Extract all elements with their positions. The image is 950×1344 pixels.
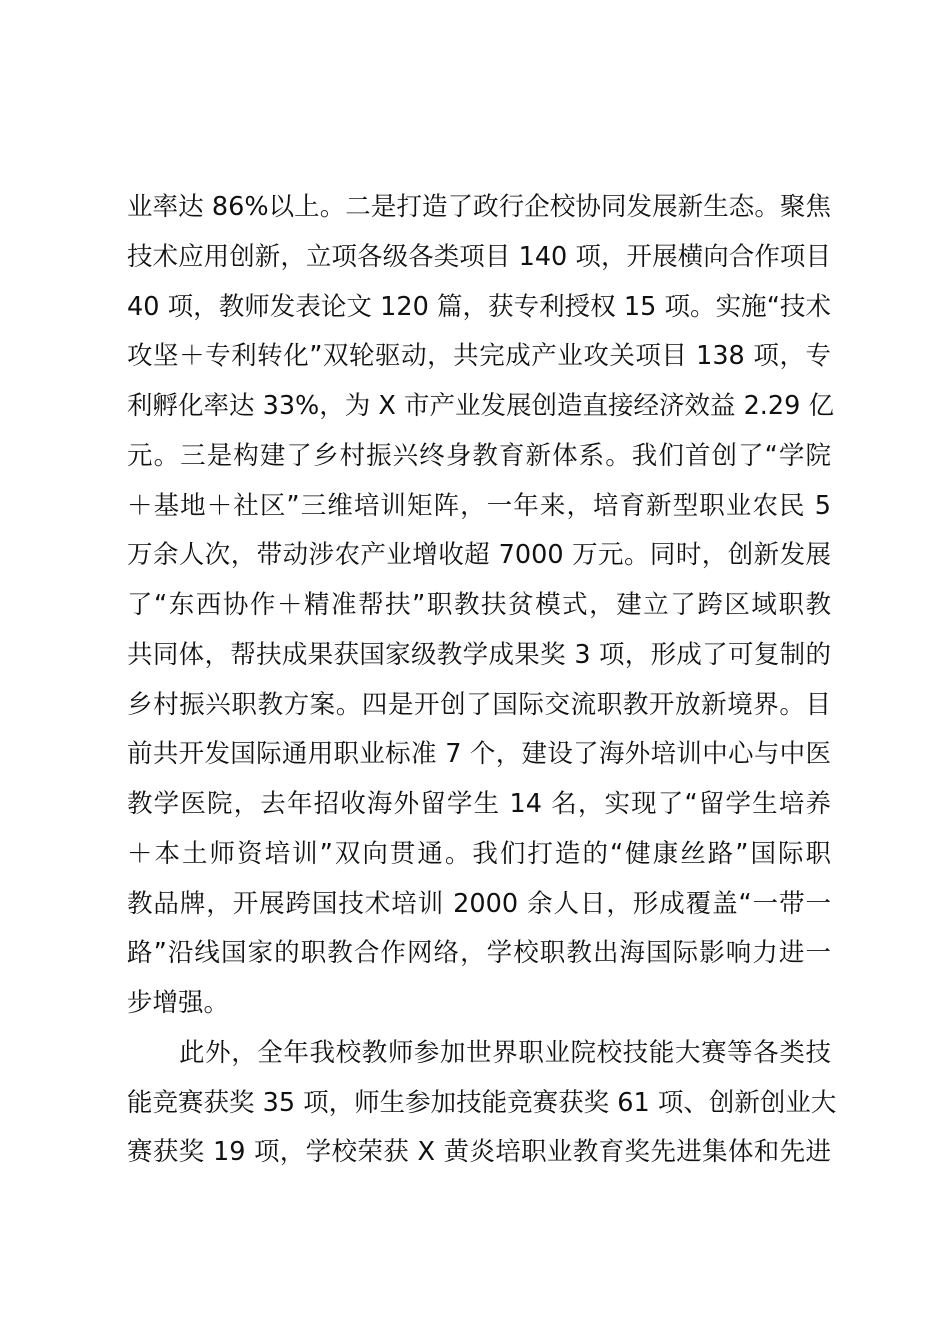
text-line: 路”沿线国家的职教合作网络，学校职教出海国际影响力进一	[127, 938, 831, 969]
text-line: 利孵化率达 33%，为 X 市产业发展创造直接经济效益 2.29 亿	[127, 391, 834, 421]
paragraph-1	[127, 183, 834, 1029]
text-line: 业率达 86%以上。二是打造了政行企校协同发展新生态。聚焦	[127, 192, 831, 222]
text-line: 技术应用创新，立项各级各类项目 140 项，开展横向合作项目	[127, 241, 831, 272]
text-line: 此外，全年我校教师参加世界职业院校技能大赛等各类技	[179, 1037, 831, 1068]
text-line: 万余人次，带动涉农产业增收超 7000 万元。同时，创新发展	[127, 540, 831, 571]
text-line: 步增强。	[127, 988, 230, 1018]
text-line: 教品牌，开展跨国技术培训 2000 余人日，形成覆盖“一带一	[127, 888, 831, 919]
text-line: 共同体，帮扶成果获国家级教学成果奖 3 项，形成了可复制的	[127, 639, 831, 670]
text-line: ＋基地＋社区”三维培训矩阵，一年来，培育新型职业农民 5	[127, 490, 831, 521]
text-line: 教学医院，去年招收海外留学生 14 名，实现了“留学生培养	[127, 789, 831, 819]
text-line: 了“东西协作＋精准帮扶”职教扶贫模式，建立了跨区域职教	[127, 590, 831, 620]
text-line: 能竞赛获奖 35 项，师生参加技能竞赛获奖 61 项、创新创业大	[127, 1087, 837, 1118]
document-body	[127, 183, 837, 1178]
text-line: 赛获奖 19 项，学校荣获 X 黄炎培职业教育奖先进集体和先进	[127, 1137, 831, 1168]
text-line: 元。三是构建了乡村振兴终身教育新体系。我们首创了“学院	[127, 440, 831, 471]
text-line: 乡村振兴职教方案。四是开创了国际交流职教开放新境界。目	[127, 689, 831, 720]
text-line: 40 项，教师发表论文 120 篇，获专利授权 15 项。实施“技术	[127, 291, 831, 322]
text-line: 攻坚＋专利转化”双轮驱动，共完成产业攻关项目 138 项，专	[127, 341, 831, 372]
text-line: ＋本土师资培训”双向贯通。我们打造的“健康丝路”国际职	[127, 838, 831, 869]
paragraph-2	[127, 1029, 837, 1178]
text-line: 前共开发国际通用职业标准 7 个，建设了海外培训中心与中医	[127, 739, 831, 770]
